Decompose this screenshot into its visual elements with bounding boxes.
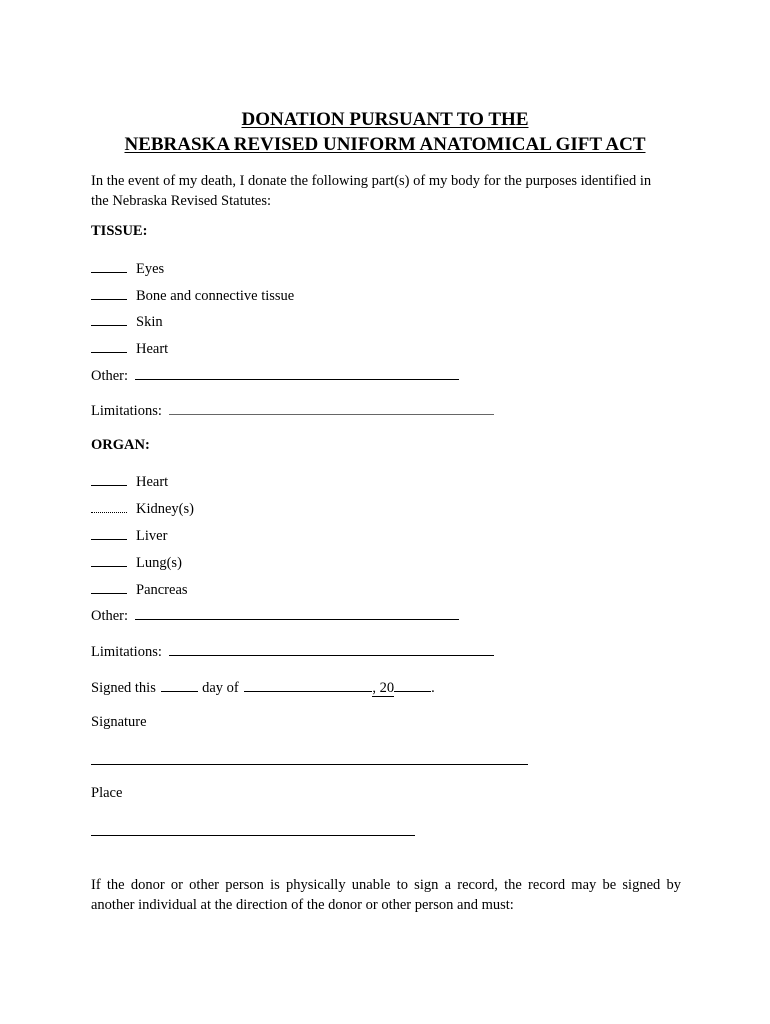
organ-heart-label: Heart — [136, 474, 169, 490]
organ-heart-blank[interactable] — [91, 471, 127, 486]
organ-kidney-blank[interactable] — [91, 498, 127, 513]
signed-month-field[interactable] — [244, 677, 372, 692]
organ-item-pancreas — [91, 579, 188, 599]
footer-line1: If the donor or other person is physically unable to sign a record, the record may be signed by — [91, 877, 681, 893]
signed-date-row — [91, 677, 435, 697]
year-prefix: , 20 — [372, 680, 395, 696]
organ-liver-blank[interactable] — [91, 525, 127, 540]
organ-heading: ORGAN: — [91, 437, 150, 453]
intro-line1: In the event of my death, I donate the following part(s) of my body for the purposes identified in — [91, 173, 652, 189]
tissue-item-skin — [91, 311, 163, 331]
tissue-skin-blank[interactable] — [91, 311, 127, 326]
organ-lungs-blank[interactable] — [91, 552, 127, 567]
document-title-line1: DONATION PURSUANT TO THE — [241, 109, 529, 130]
signed-date-period: . — [431, 680, 435, 696]
tissue-heading: TISSUE: — [91, 223, 148, 239]
organ-limitations-field[interactable] — [169, 641, 494, 656]
signature-label: Signature — [91, 714, 147, 730]
tissue-bone-label: Bone and connective tissue — [136, 288, 295, 304]
organ-pancreas-blank[interactable] — [91, 579, 127, 594]
organ-item-kidney — [91, 498, 194, 518]
tissue-item-eyes — [91, 258, 164, 278]
document-title-line2: NEBRASKA REVISED UNIFORM ANATOMICAL GIFT ACT — [124, 134, 646, 155]
tissue-limitations-row — [91, 400, 494, 420]
day-of-label: day of — [202, 680, 239, 696]
organ-item-liver — [91, 525, 167, 545]
footer-line2: another individual at the direction of the donor or other person and must: — [91, 897, 514, 913]
intro-line2: the Nebraska Revised Statutes: — [91, 193, 271, 209]
organ-limitations-label: Limitations: — [91, 644, 162, 660]
signed-day-field[interactable] — [161, 677, 198, 692]
tissue-skin-label: Skin — [136, 314, 163, 330]
organ-item-lungs — [91, 552, 182, 572]
tissue-limitations-label: Limitations: — [91, 403, 162, 419]
tissue-bone-blank[interactable] — [91, 285, 127, 300]
signature-field[interactable] — [91, 764, 528, 765]
tissue-heart-blank[interactable] — [91, 338, 127, 353]
tissue-item-heart — [91, 338, 168, 358]
signed-year-field[interactable] — [394, 677, 431, 692]
organ-lungs-label: Lung(s) — [136, 555, 182, 571]
tissue-limitations-field[interactable] — [169, 400, 494, 415]
intro-paragraph — [91, 171, 691, 211]
organ-other-label: Other: — [91, 608, 129, 624]
signed-this-label: Signed this — [91, 680, 156, 696]
organ-liver-label: Liver — [136, 528, 168, 544]
tissue-other-field[interactable] — [135, 365, 459, 380]
organ-item-heart — [91, 471, 168, 491]
organ-kidney-label: Kidney(s) — [136, 501, 194, 517]
tissue-item-bone — [91, 285, 294, 305]
tissue-eyes-blank[interactable] — [91, 258, 127, 273]
tissue-other-row — [91, 365, 459, 385]
organ-limitations-row — [91, 641, 494, 661]
organ-other-field[interactable] — [135, 605, 459, 620]
place-label: Place — [91, 785, 123, 801]
tissue-eyes-label: Eyes — [136, 261, 165, 277]
tissue-other-label: Other: — [91, 368, 129, 384]
tissue-heart-label: Heart — [136, 341, 169, 357]
organ-other-row — [91, 605, 459, 625]
place-field[interactable] — [91, 835, 415, 836]
organ-pancreas-label: Pancreas — [136, 582, 188, 598]
footer-paragraph — [91, 875, 681, 915]
